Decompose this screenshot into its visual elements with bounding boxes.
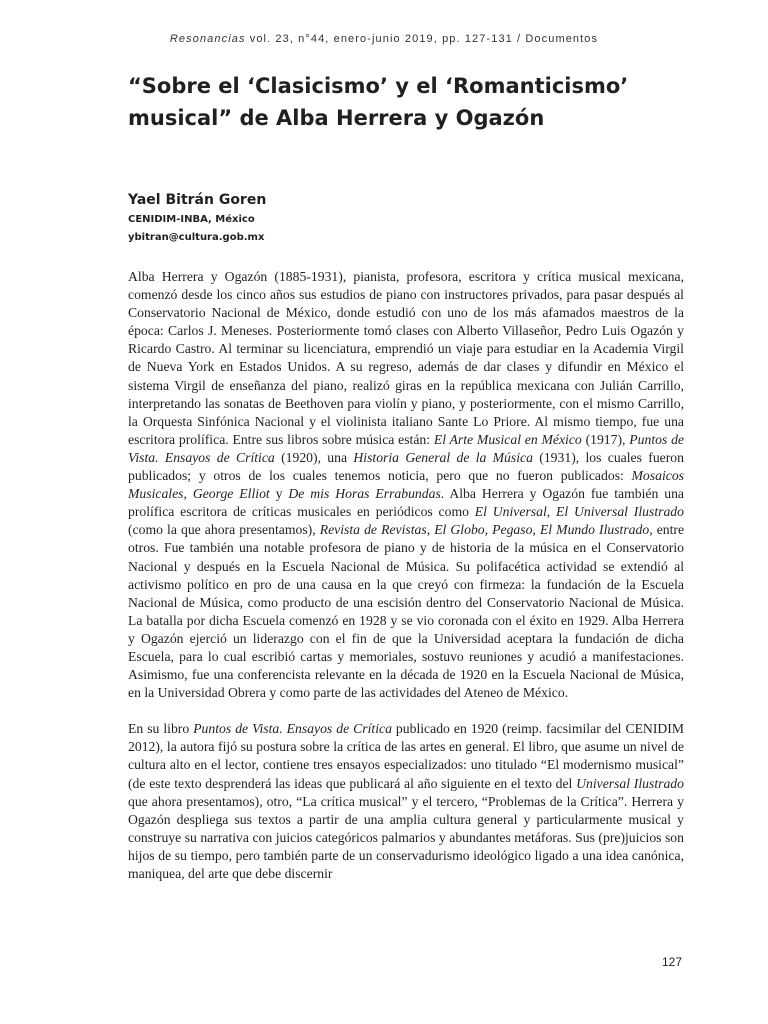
author-name: Yael Bitrán Goren xyxy=(128,192,267,208)
journal-name: Resonancias xyxy=(169,33,246,45)
periodical-title: El Globo xyxy=(434,522,485,538)
book-title: De mis Horas Errabundas xyxy=(288,486,441,502)
book-title: Puntos de Vista. Ensayos de Crítica xyxy=(193,721,392,737)
author-block xyxy=(128,189,266,247)
body-paragraph-1: Alba Herrera y Ogazón (1885-1931), pianista, profesora, escritora y crítica musical mexicana, comenzó desde los cinco años sus estudios de piano con instructores privados, para pasar después al Conservatorio Nacional de México, donde estudió con uno de los más afamados maestros de la época: Carlos J. Meneses. Posteriormente tomó clases con Alberto Villaseñor, Pedro Luis Ogazón y Ricardo Castro. Al terminar su licenciatura, emprendió un viaje para estudiar en la Academia Virgil de Nueva York en Estados Unidos. A su regreso, además de dar clases y difundir en México el sistema Virgil de enseñanza del piano, realizó giras en la república mexicana con Julián Carrillo, interpretando las sonatas de Beethoven para violín y piano, y posteriormente, con el mismo Carrillo, la Orquesta Sinfónica Nacional y el violinista italiano Sante Lo Priore. Al mismo tiempo, fue una escritora prolífica. Entre sus libros sobre música están: El Arte Musical en México (1917), Puntos de Vista. Ensayos de Crítica (1920), una Historia General de la Música (1931), los cuales fueron publicados; y otros de los cuales tenemos noticia, pero que no fueron publicados: Mosaicos Musicales, George Elliot y De mis Horas Errabundas. Alba Herrera y Ogazón fue también una prolífica escritora de críticas musicales en periódicos como El Universal, El Universal Ilustrado (como la que ahora presentamos), Revista de Revistas, El Globo, Pegaso, El Mundo Ilustrado, entre otros. Fue también una notable profesora de piano y de historia de la música en el Conservatorio Nacional y después en la Escuela Nacional de Música. Su polifacética actividad se extendió al activismo político en pro de una causa en la que creyó con firmeza: la fundación de la Escuela Nacional de Música, como producto de una escisión dentro del Conservatorio Nacional de Música. La batalla por dicha Escuela comenzó en 1928 y se vio coronada con el éxito en 1929. Alba Herrera y Ogazón ejerció un liderazgo con el fin de que la Universidad aceptara la fundación de dicha Escuela, para lo cual escribió cartas y memoriales, sostuvo reuniones y acudió a manifestaciones. Asimismo, fue una conferencista relevante en la década de 1920 en la Escuela Nacional de Música, en la Universidad Obrera y como parte de las actividades del Ateneo de México. xyxy=(128,269,685,701)
periodical-title: Revista de Revistas xyxy=(319,522,427,538)
periodical-title: Universal Ilustrado xyxy=(576,775,684,791)
journal-issue-details: vol. 23, n°44, enero-junio 2019, pp. 127-131 / Documentos xyxy=(249,33,599,45)
author-email: ybitran@cultura.gob.mx xyxy=(128,232,265,243)
periodical-title: El Mundo Ilustrado xyxy=(539,522,650,538)
article-body xyxy=(128,268,684,883)
book-title: Historia General de la Música xyxy=(353,449,533,465)
author-affiliation: CENIDIM-INBA, México xyxy=(128,214,255,225)
book-title: El Arte Musical en México xyxy=(433,431,582,447)
book-title: George Elliot xyxy=(192,486,270,502)
article-title: “Sobre el ‘Clasicismo’ y el ‘Romanticismo’ musical” de Alba Herrera y Ogazón xyxy=(128,74,629,130)
periodical-title: El Universal Ilustrado xyxy=(556,504,684,520)
page-number: 127 xyxy=(661,955,682,969)
periodical-title: El Universal xyxy=(474,504,547,520)
book-title: Mosaicos Musicales xyxy=(128,468,684,502)
periodical-title: Pegaso xyxy=(492,522,533,538)
body-paragraph-2: En su libro Puntos de Vista. Ensayos de Crítica publicado en 1920 (reimp. facsimilar del CENIDIM 2012), la autora fijó su postura sobre la crítica de las artes en general. El libro, que asume un nivel de cultura alto en el lector, contiene tres ensayos especializados: uno titulado “El modernismo musical” (de este texto desprenderá las ideas que publicará al año siguiente en el texto del Universal Ilustrado que ahora presentamos), otro, “La crítica musical” y el tercero, “Problemas de la Crítica”. Herrera y Ogazón despliega sus textos a partir de una amplia cultura general y particularmente musical y construye su narrativa con juicios categóricos palmarios y abundantes metáforas. Sus (pre)juicios son hijos de su tiempo, pero también parte de un conservadurismo ideológico ligado a una idea canónica, maniquea, del arte que debe discernir xyxy=(128,721,684,881)
book-title: Puntos de Vista. Ensayos de Crítica xyxy=(128,431,684,465)
running-header xyxy=(0,33,768,45)
